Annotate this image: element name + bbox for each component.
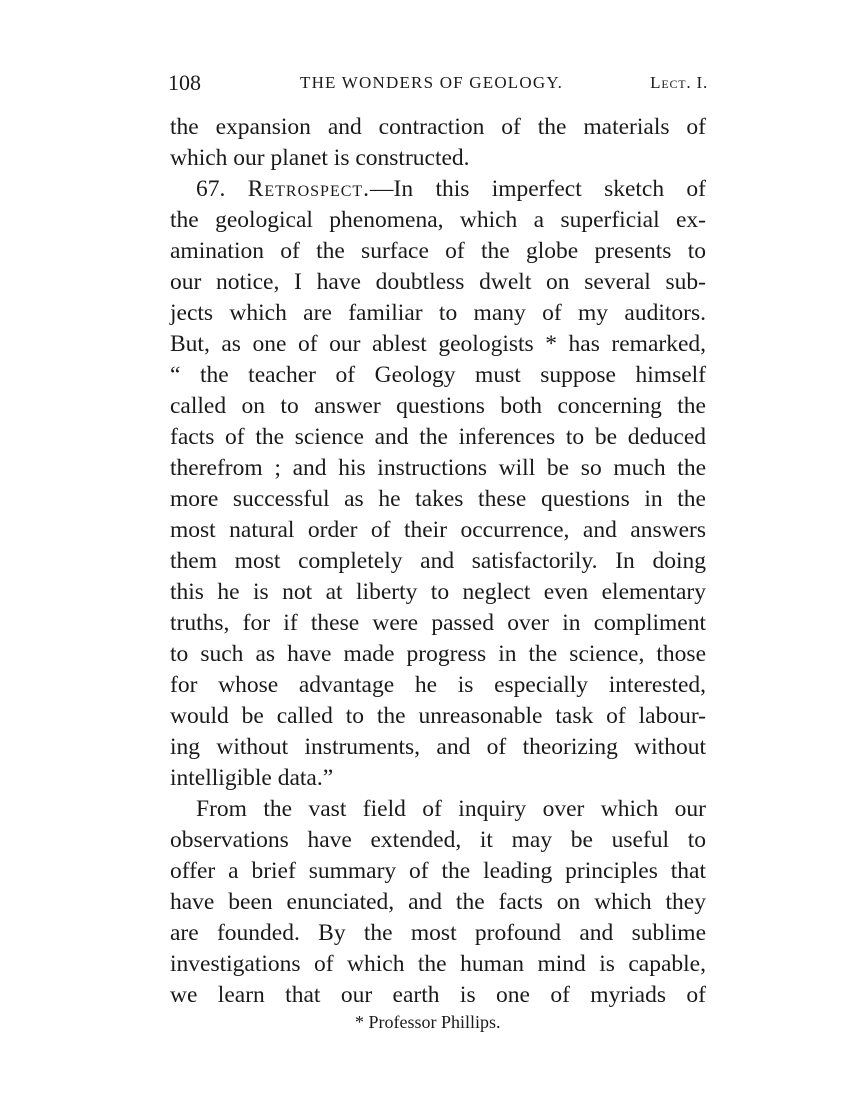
text-line: for whose advantage he is especially interested,	[170, 672, 706, 698]
text-line: the expansion and contraction of the materials of	[170, 114, 706, 140]
text-line: more successful as he takes these questions in the	[170, 486, 706, 512]
text-line: But, as one of our ablest geologists * has remarked,	[170, 331, 706, 357]
body-text	[170, 112, 706, 1011]
text-line: the geological phenomena, which a superficial ex-	[170, 207, 706, 233]
footnote: * Professor Phillips.	[355, 1012, 501, 1032]
text-line: —In this imperfect sketch of	[370, 176, 707, 202]
text-line: therefrom ; and his instructions will be so much the	[170, 455, 706, 481]
text-line: would be called to the unreasonable task of labour-	[170, 703, 706, 729]
section-number: 67.	[196, 176, 226, 202]
text-line: called on to answer questions both concerning the	[170, 393, 706, 419]
text-line: are founded. By the most profound and sublime	[170, 920, 706, 946]
lecture-label: Lect. I.	[650, 73, 708, 92]
text-line: facts of the science and the inferences to be deduced	[170, 424, 706, 450]
text-line: to such as have made progress in the science, those	[170, 641, 706, 667]
page-number: 108	[168, 70, 201, 95]
text-line: truths, for if these were passed over in compliment	[170, 610, 706, 636]
text-line: jects which are familiar to many of my auditors.	[170, 300, 706, 326]
text-line: observations have extended, it may be useful to	[170, 827, 706, 853]
text-line: ing without instruments, and of theorizing without	[170, 734, 706, 760]
section-heading-line	[170, 174, 706, 205]
text-line: intelligible data.”	[170, 765, 334, 791]
text-line: most natural order of their occurrence, and answers	[170, 517, 706, 543]
text-line: amination of the surface of the globe presents to	[170, 238, 706, 264]
text-line: offer a brief summary of the leading principles that	[170, 858, 706, 884]
text-line: them most completely and satisfactorily. In doing	[170, 548, 706, 574]
text-line: we learn that our earth is one of myriads of	[170, 982, 706, 1008]
running-title: THE WONDERS OF GEOLOGY.	[300, 73, 564, 92]
text-line: this he is not at liberty to neglect even elementary	[170, 579, 706, 605]
text-line: From the vast field of inquiry over which our	[196, 796, 706, 822]
text-line: have been enunciated, and the facts on which they	[170, 889, 706, 915]
section-title: Retrospect.	[247, 176, 371, 202]
text-line: “ the teacher of Geology must suppose himself	[170, 362, 706, 388]
text-line: which our planet is constructed.	[170, 145, 470, 171]
text-line: our notice, I have doubtless dwelt on several sub-	[170, 269, 706, 295]
running-header	[168, 70, 708, 102]
text-line: investigations of which the human mind is capable,	[170, 951, 706, 977]
